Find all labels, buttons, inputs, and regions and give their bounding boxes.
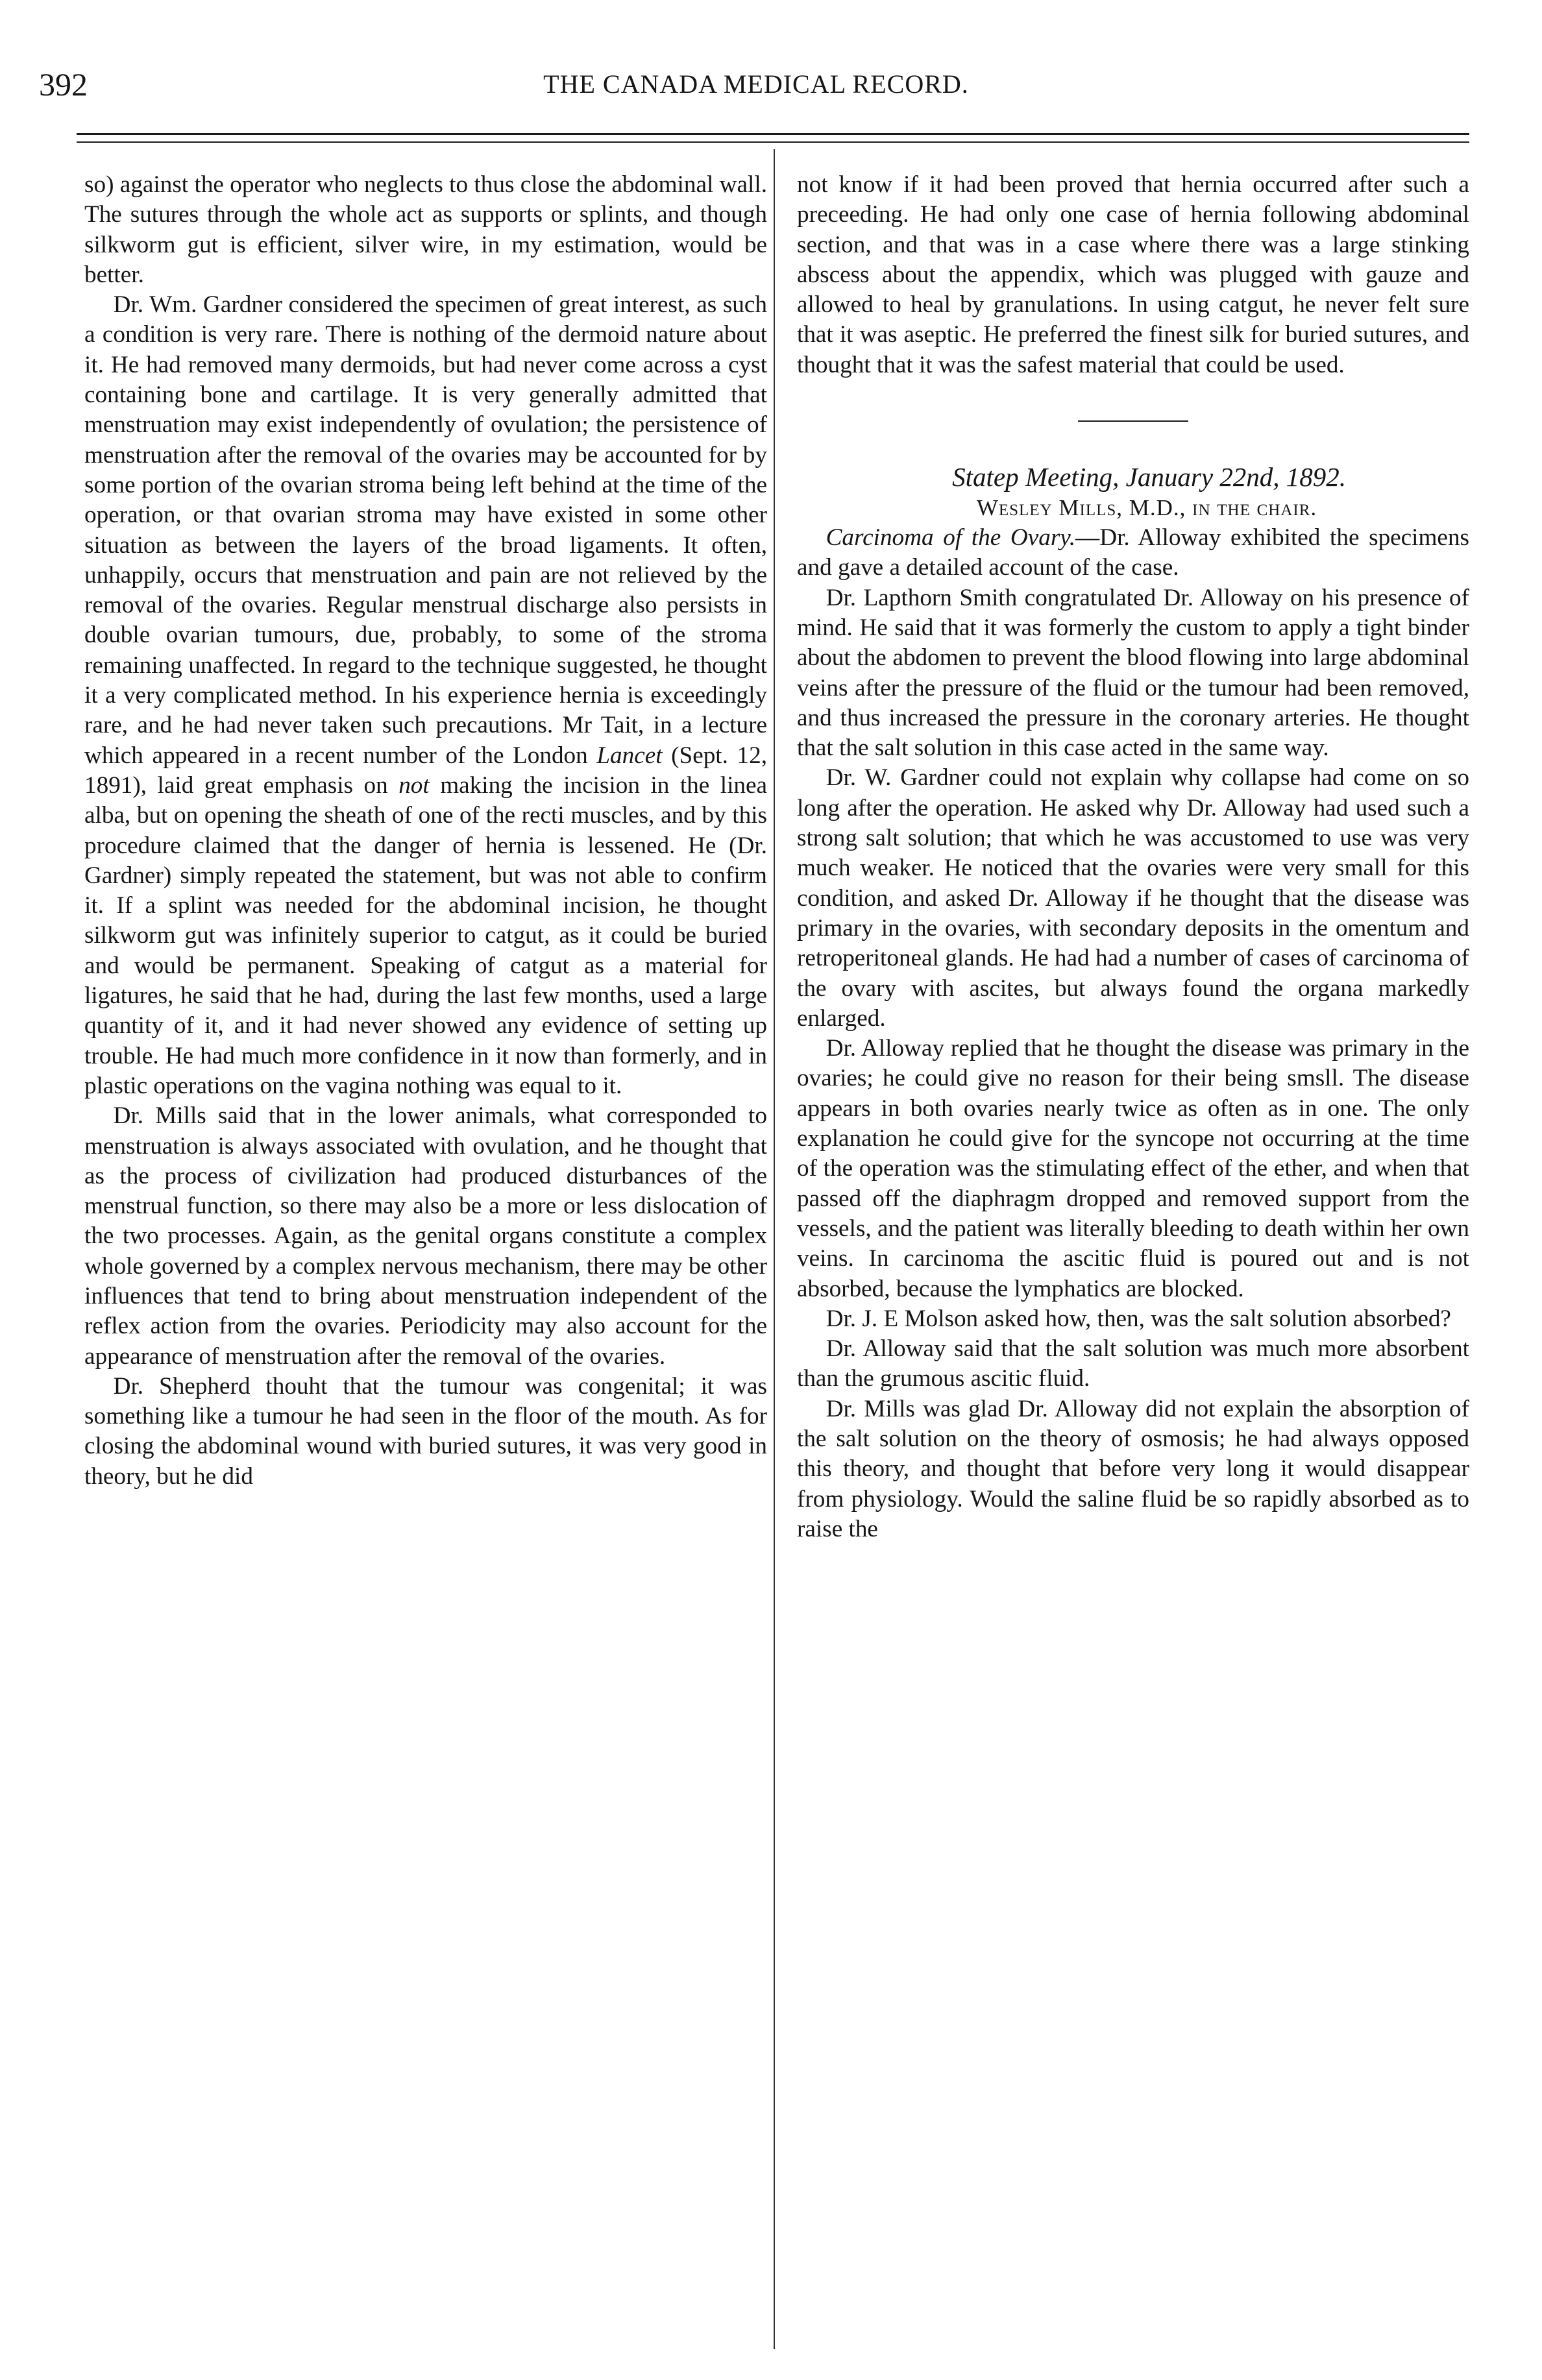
- right-column: [797, 170, 1469, 1544]
- right-paragraph-1: not know if it had been proved that hernia occurred after such a preceeding. He had only one case of hernia following abdominal section, and that was in a case where there was a large stinking abscess about the appendix, which was plugged with gauze and allowed to heal by granulations. In using catgut, he never felt sure that it was aseptic. He preferred the finest silk for buried sutures, and thought that it was the safest material that could be used.: [797, 171, 1469, 378]
- emphasis-not: not: [398, 771, 430, 799]
- running-title: THE CANADA MEDICAL RECORD.: [543, 69, 969, 99]
- right-paragraph-3: Dr. Lapthorn Smith congratulated Dr. Alloway on his presence of mind. He said that it was formerly the custom to apply a tight binder about the abdomen to prevent the blood flowing into large abdominal veins after the pressure of the fluid or the tumour had been removed, and thus increased the pressure in the coronary arteries. He thought that the salt solution in this case acted in the same way.: [797, 584, 1469, 762]
- page-header: [39, 65, 1473, 117]
- lancet-citation: (Sept. 12, 1891), laid great emphasis on: [84, 742, 768, 799]
- right-paragraph-4: Dr. W. Gardner could not explain why collapse had come on so long after the operation. He asked why Dr. Alloway had used such a strong salt solution; that which he was accustomed to use was very much weaker. He noticed that the ovaries were very small for this condition, and asked Dr. Alloway if he thought that the disease was primary in the ovaries, with secondary deposits in the omentum and retroperitoneal glands. He had had a number of cases of carcinoma of the ovary with ascites, but always found the organa markedly enlarged.: [797, 764, 1469, 1032]
- left-paragraph-2: [84, 290, 767, 1101]
- chair-line: Wesley Mills, M.D., in the chair.: [976, 495, 1317, 521]
- header-rule-top: [77, 133, 1469, 135]
- section-divider: [1078, 420, 1188, 422]
- right-paragraph-8: Dr. Mills was glad Dr. Alloway did not explain the absorption of the salt solution on the theory of osmosis; he had always opposed this theory, and thought that before very long it would disappear from physiology. Would the saline fluid be so rapidly absorbed as to raise the: [797, 1395, 1469, 1542]
- header-rule-bottom: [77, 141, 1469, 143]
- right-paragraph-5: Dr. Alloway replied that he thought the disease was primary in the ovaries; he could give no reason for their being smsll. The disease appears in both ovaries nearly twice as often as in one. The only explanation he could give for the syncope not occurring at the time of the operation was the stimulating effect of the ether, and when that passed off the diaphragm dropped and removed support from the vessels, and the patient was literally bleeding to death within her own veins. In carcinoma the ascitic fluid is poured out and is not absorbed, because the lymphatics are blocked.: [797, 1035, 1469, 1302]
- column-divider: [774, 149, 775, 2349]
- right-paragraph-7: Dr. Alloway said that the salt solution was much more absorbent than the grumous ascitic fluid.: [797, 1335, 1469, 1392]
- left-paragraph-4: Dr. Shepherd thouht that the tumour was congenital; it was something like a tumour he had seen in the floor of the mouth. As for closing the abdominal wound with buried sutures, it was very good in theory, but he did: [84, 1372, 767, 1490]
- gardner-remarks-continued: making the incision in the linea alba, but on opening the sheath of one of the recti muscles, and by this procedure claimed that the danger of hernia is lessened. He (Dr. Gardner) simply repeated the statement, but was not able to confirm it. If a splint was needed for the abdominal incision, he thought silkworm gut was infinitely superior to catgut, as it could be buried and would be permanent. Speaking of catgut as a material for ligatures, he said that he had, during the last few months, used a large quantity of it, and it had never showed any evidence of setting up trouble. He had much more confidence in it now than formerly, and in plastic operations on the vagina nothing was equal to it.: [84, 771, 768, 1099]
- right-paragraph-6: Dr. J. E Molson asked how, then, was the salt solution absorbed?: [826, 1305, 1451, 1332]
- meeting-heading: Statep Meeting, January 22nd, 1892.: [952, 462, 1347, 492]
- left-paragraph-1: so) against the operator who neglects to thus close the abdominal wall. The sutures through the whole act as supports or splints, and though silkworm gut is efficient, silver wire, in my estimation, would be better.: [84, 171, 767, 288]
- left-column: [84, 170, 767, 1492]
- carcinoma-title: Carcinoma of the Ovary.: [826, 524, 1076, 552]
- page-number: 392: [39, 66, 88, 103]
- lancet-title: Lancet: [596, 742, 663, 769]
- left-paragraph-3: Dr. Mills said that in the lower animals, what corresponded to menstruation is always associated with ovulation, and he thought that as the process of civilization had produced disturbances of the menstrual function, so there may also be a more or less dislocation of the two processes. Again, as the genital organs constitute a complex whole governed by a complex nervous mechanism, there may be other influences that tend to bring about menstruation independent of the reflex action from the ovaries. Periodicity may also account for the appearance of menstruation after the removal of the ovaries.: [84, 1102, 767, 1370]
- right-paragraph-2: [797, 523, 1469, 583]
- gardner-remarks-text: Dr. Wm. Gardner considered the specimen of great interest, as such a condition is very rare. There is nothing of the dermoid nature about it. He had removed many dermoids, but had never come across a cyst containing bone and cartilage. It is very generally admitted that menstruation may exist independently of ovulation; the persistence of menstruation after the removal of the ovaries may be accounted for by some portion of the ovarian stroma being left behind at the time of the operation, or that ovarian stroma may have existed in some other situation as between the layers of the broad ligaments. It often, unhappily, occurs that menstruation and pain are not relieved by the removal of the ovaries. Regular menstrual discharge also persists in double ovarian tumours, due, probably, to some of the stroma remaining unaffected. In regard to the technique suggested, he thought it a very complicated method. In his experience hernia is exceedingly rare, and he had never taken such precautions. Mr Tait, in a lecture which appeared in a recent number of the London: [84, 291, 767, 769]
- carcinoma-text: —Dr. Alloway exhibited the specimens and gave a detailed account of the case.: [797, 524, 1470, 581]
